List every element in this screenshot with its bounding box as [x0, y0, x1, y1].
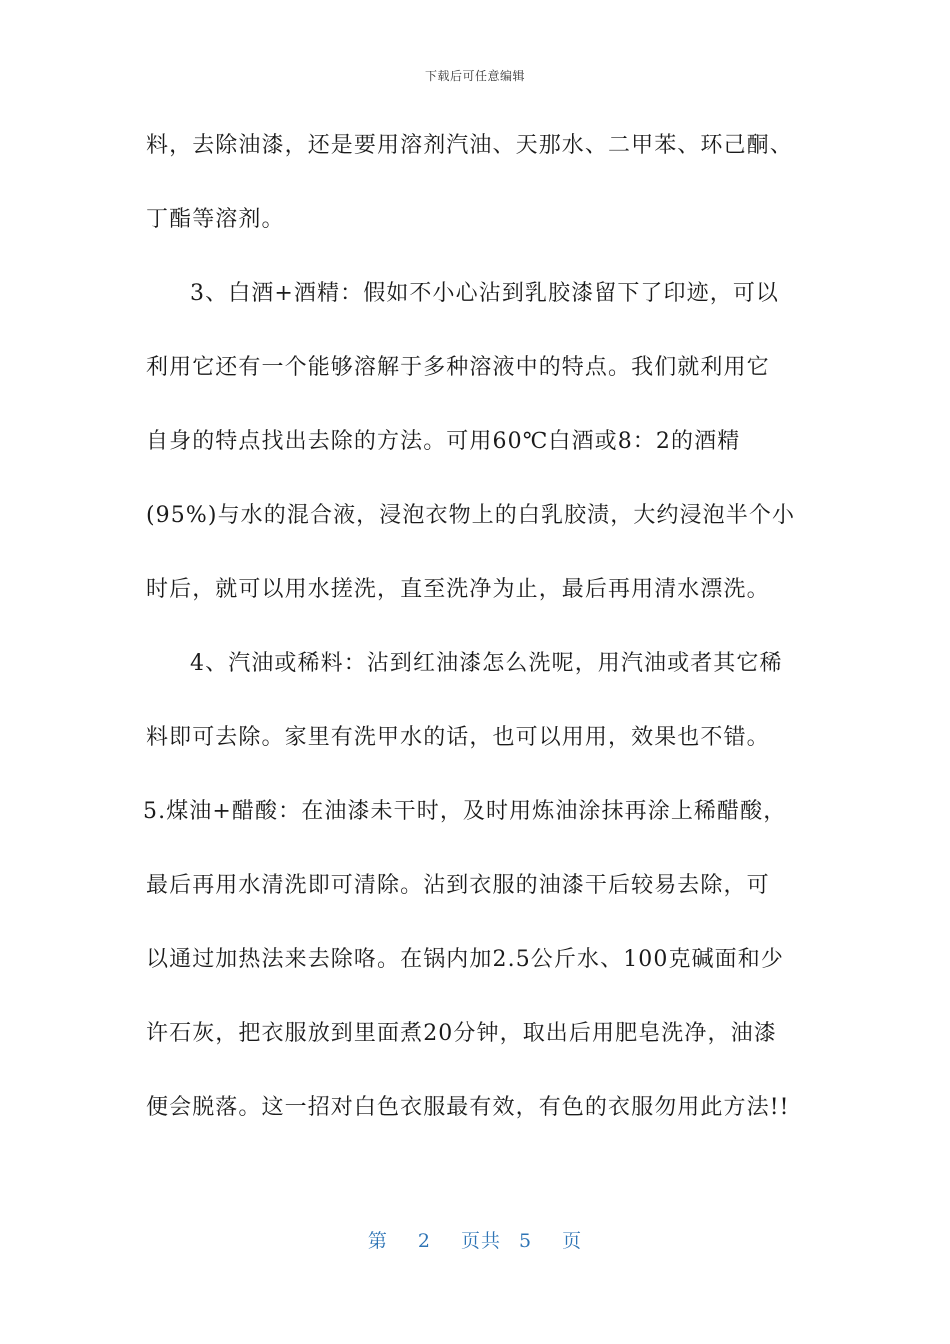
page-header: 下载后可任意编辑	[424, 69, 525, 83]
total-page-count: 5	[519, 1230, 533, 1252]
paragraph-line: 利用它还有一个能够溶解于多种溶液中的特点。我们就利用它	[146, 355, 770, 380]
document-body	[143, 122, 811, 1158]
footer-prefix: 第	[367, 1230, 388, 1252]
paragraph-line: (95%)与水的混合液，浸泡衣物上的白乳胶渍，大约浸泡半个小	[146, 503, 796, 528]
paragraph-line: 3、白酒+酒精：假如不小心沾到乳胶漆留下了印迹，可以	[190, 281, 780, 306]
current-page-number: 2	[417, 1230, 431, 1252]
paragraph-line: 4、汽油或稀料：沾到红油漆怎么洗呢，用汽油或者其它稀	[190, 651, 783, 676]
footer-suffix: 页	[562, 1230, 583, 1252]
paragraph-line: 5.煤油+醋酸：在油漆未干时，及时用炼油涂抹再涂上稀醋酸，	[143, 799, 787, 824]
footer-middle: 页共	[460, 1230, 501, 1252]
paragraph-line: 最后再用水清洗即可清除。沾到衣服的油漆干后较易去除，可	[146, 873, 770, 898]
paragraph-line: 以通过加热法来去除咯。在锅内加2.5公斤水、100克碱面和少	[146, 947, 784, 972]
paragraph-line: 料，去除油漆，还是要用溶剂汽油、天那水、二甲苯、环己酮、	[146, 133, 793, 158]
page-footer	[0, 1226, 950, 1253]
paragraph-line: 时后，就可以用水搓洗，直至洗净为止，最后再用清水漂洗。	[146, 577, 770, 602]
paragraph-line: 丁酯等溶剂。	[146, 207, 285, 232]
paragraph-line: 自身的特点找出去除的方法。可用60℃白酒或8：2的酒精	[146, 429, 741, 454]
paragraph-line: 料即可去除。家里有洗甲水的话，也可以用用，效果也不错。	[146, 725, 770, 750]
paragraph-line: 许石灰，把衣服放到里面煮20分钟，取出后用肥皂洗净，油漆	[146, 1021, 777, 1046]
paragraph-line: 便会脱落。这一招对白色衣服最有效，有色的衣服勿用此方法!!	[146, 1095, 790, 1120]
